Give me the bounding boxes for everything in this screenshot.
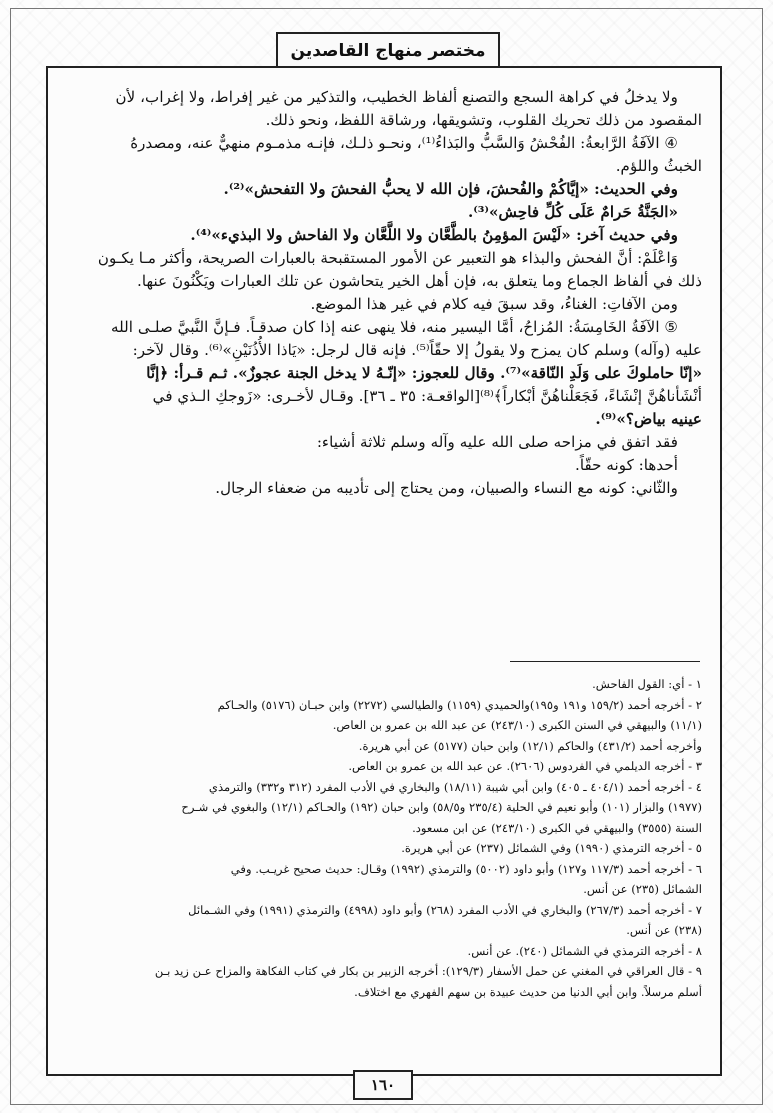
footnote-divider [510,661,700,662]
hadith-line: عينيه بياض؟»⁽⁹⁾. [595,410,702,428]
footnote-line: ٥ - أخرجه الترمذي (١٩٩٠) وفي الشمائل (٢٣٧) عن أبي هريرة. [401,841,702,855]
footnote-line: وأخرجه أحمد (٤٣١/٢) والحاكم (١٢/١) وابن حبان (٥١٧٧) عن أبي هريرة. [358,738,702,753]
footnote-line: أسلم مرسلاً. وابن أبي الدنيا من حديث عبيدة بن سهم الفهري مع اختلاف. [354,984,702,999]
text-line: وَاعْلَمْ: أنَّ الفحش والبذاء هو التعبير عن الأمور المستقبحة بالعبارات الصريحة، وأكثر مـا يكـون [97,249,678,267]
footnote-line: ٧ - أخرجه أحمد (٢٦٧/٣) والبخاري في الأدب المفرد (٢٦٨) وأبو داود (٤٩٩٨) والترمذي (١٩٩١) وفي الشـمائل [188,902,702,917]
text-line: الخبثُ واللؤم. [615,157,702,175]
section-heading-line: ⑤ الآفَةُ الخَامِسَةُ: المُزاحُ، أمَّا اليسير منه، فلا ينهى عنه إذا كان صدقـاً. فـإنَّ النَّبيَّ صلـى الله [110,318,678,336]
text-line: ومن الآفاتِ: الغناءُ، وقد سبقَ فيه كلام في غير هذا الموضع. [310,295,678,313]
hadith-line: وفي الحديث: «إيَّاكُمْ والفُحشَ، فإن الله لا يحبُّ الفحشَ ولا التفحش»⁽²⁾. [223,180,678,198]
footnote-line: (٢٣٨) عن أنس. [626,923,702,937]
page-number-box [353,1070,413,1100]
page-number: ١٦٠ [370,1076,396,1094]
footnote-line: السنة (٣٥٥٥) والبيهقي في الكبرى (٢٤٣/١٠) عن ابن مسعود. [412,820,702,835]
hadith-line: «الجَنَّةُ حَرامٌ عَلَى كُلِّ فاحِش»⁽³⁾. [467,203,678,221]
text-line: أنْشَأناهُنَّ إنْشَاءً، فَجَعَلْناهُنَّ أبْكاراً﴾⁽⁸⁾[الواقعـة: ٣٥ ـ ٣٦]. وقـال لأخـرى: «زَوجكِ الـذي في [152,387,702,405]
footnotes [66,674,702,1002]
footnote-line: ١ - أي: القول الفاحش. [592,677,702,691]
book-title: مختصر منهاج القاصدين [290,41,486,61]
text-line: عليه (وآله) وسلم كان يمزح ولا يقولُ إلا حقّاً⁽⁵⁾. فإنه قال لرجل: «يَاذا الأُذُنَيْنِ»⁽⁶⁾. وقال لآخر: [132,341,702,359]
text-line: فقد اتفق في مزاحه صلى الله عليه وآله وسلم ثلاثة أشياء: [316,433,678,451]
text-line: المقصود من ذلك تحريك القلوب، وتشويقها، ورشاقة اللفظ، ونحو ذلك. [265,111,702,129]
main-text [66,86,702,500]
footnote-line: ٤ - أخرجه أحمد (٤٠٤/١ ـ ٤٠٥) وابن أبي شيبة (١٨/١١) والبخاري في الأدب المفرد (٣١٢ و٣٣٢) والترمذي [208,779,702,794]
text-line: أحدها: كونه حقّاً. [575,456,678,474]
text-line: ولا يدخلُ في كراهة السجع والتصنع ألفاظ الخطيب، والتذكير من غير إفراط، ولا إغراب، لأن [115,88,678,106]
text-line: والثّاني: كونه مع النساء والصبيان، ومن يحتاج إلى تأديبه من ضعفاء الرجال. [215,479,678,497]
running-header [276,32,500,70]
hadith-line: «إنّا حاملوكَ على وَلَدِ النّاقة»⁽⁷⁾. وقال للعجوز: «إنّـهُ لا يدخل الجنة عجوزٌ». ثـم قـرأ: ﴿إنَّا [146,364,702,382]
footnote-line: ٢ - أخرجه أحمد (١٥٩/٢ و١٩١ و١٩٥)والحميدي (١١٥٩) والطيالسي (٢٢٧٢) وابن حبـان (٥١٧٦) والحـاكم [217,697,702,712]
footnote-line: ٩ - قال العراقي في المغني عن حمل الأسفار (١٢٩/٣): أخرجه الزبير بن بكار في كتاب الفكاهة والمزاح عـن زيد بـن [154,964,702,978]
hadith-line: وفي حديث آخر: «لَيْسَ المؤمِنُ بالطَّعَّان ولا اللَّعَّان ولا الفاحش ولا البذيء»⁽⁴⁾. [190,226,678,244]
content-frame [46,66,722,1076]
footnote-line: (١٩٧٧) والبزار (١٠١) وأبو نعيم في الحلية (٢٣٥/٤ و٥٨/٥) وابن حبان (١٩٢) والحـاكم (١٢/١) والبغوي في شـرح [181,800,702,814]
text-line: ذلك في ألفاظ الجماع وما يتعلق به، فإن أهل الخير يتحاشون عن تلك العبارات ويَكْنُونَ عنها. [137,272,702,290]
footnote-line: ٦ - أخرجه أحمد (١١٧/٣ و١٢٧) وأبو داود (٥٠٠٢) والترمذي (١٩٩٢) وقـال: حديث صحيح غريـب. وفي [230,861,702,876]
footnote-line: ٨ - أخرجه الترمذي في الشمائل (٢٤٠). عن أنس. [467,943,702,958]
section-heading-line: ④ الآفَةُ الرَّابعةُ: الفُحْشُ وَالسَّبُّ والبَذاءُ⁽¹⁾، ونحـو ذلـك، فإنـه مذمـوم منهيٌّ عنه، ومصدرهُ [130,134,678,152]
footnote-line: (١١/١) والبيهقي في السنن الكبرى (٢٤٣/١٠) عن عبد الله بن عمرو بن العاص. [332,718,702,732]
footnote-line: ٣ - أخرجه الديلمي في الفردوس (٢٦٠٦). عن عبد الله بن عمرو بن العاص. [348,759,702,773]
footnote-line: الشمائل (٢٣٥) عن أنس. [583,882,702,896]
